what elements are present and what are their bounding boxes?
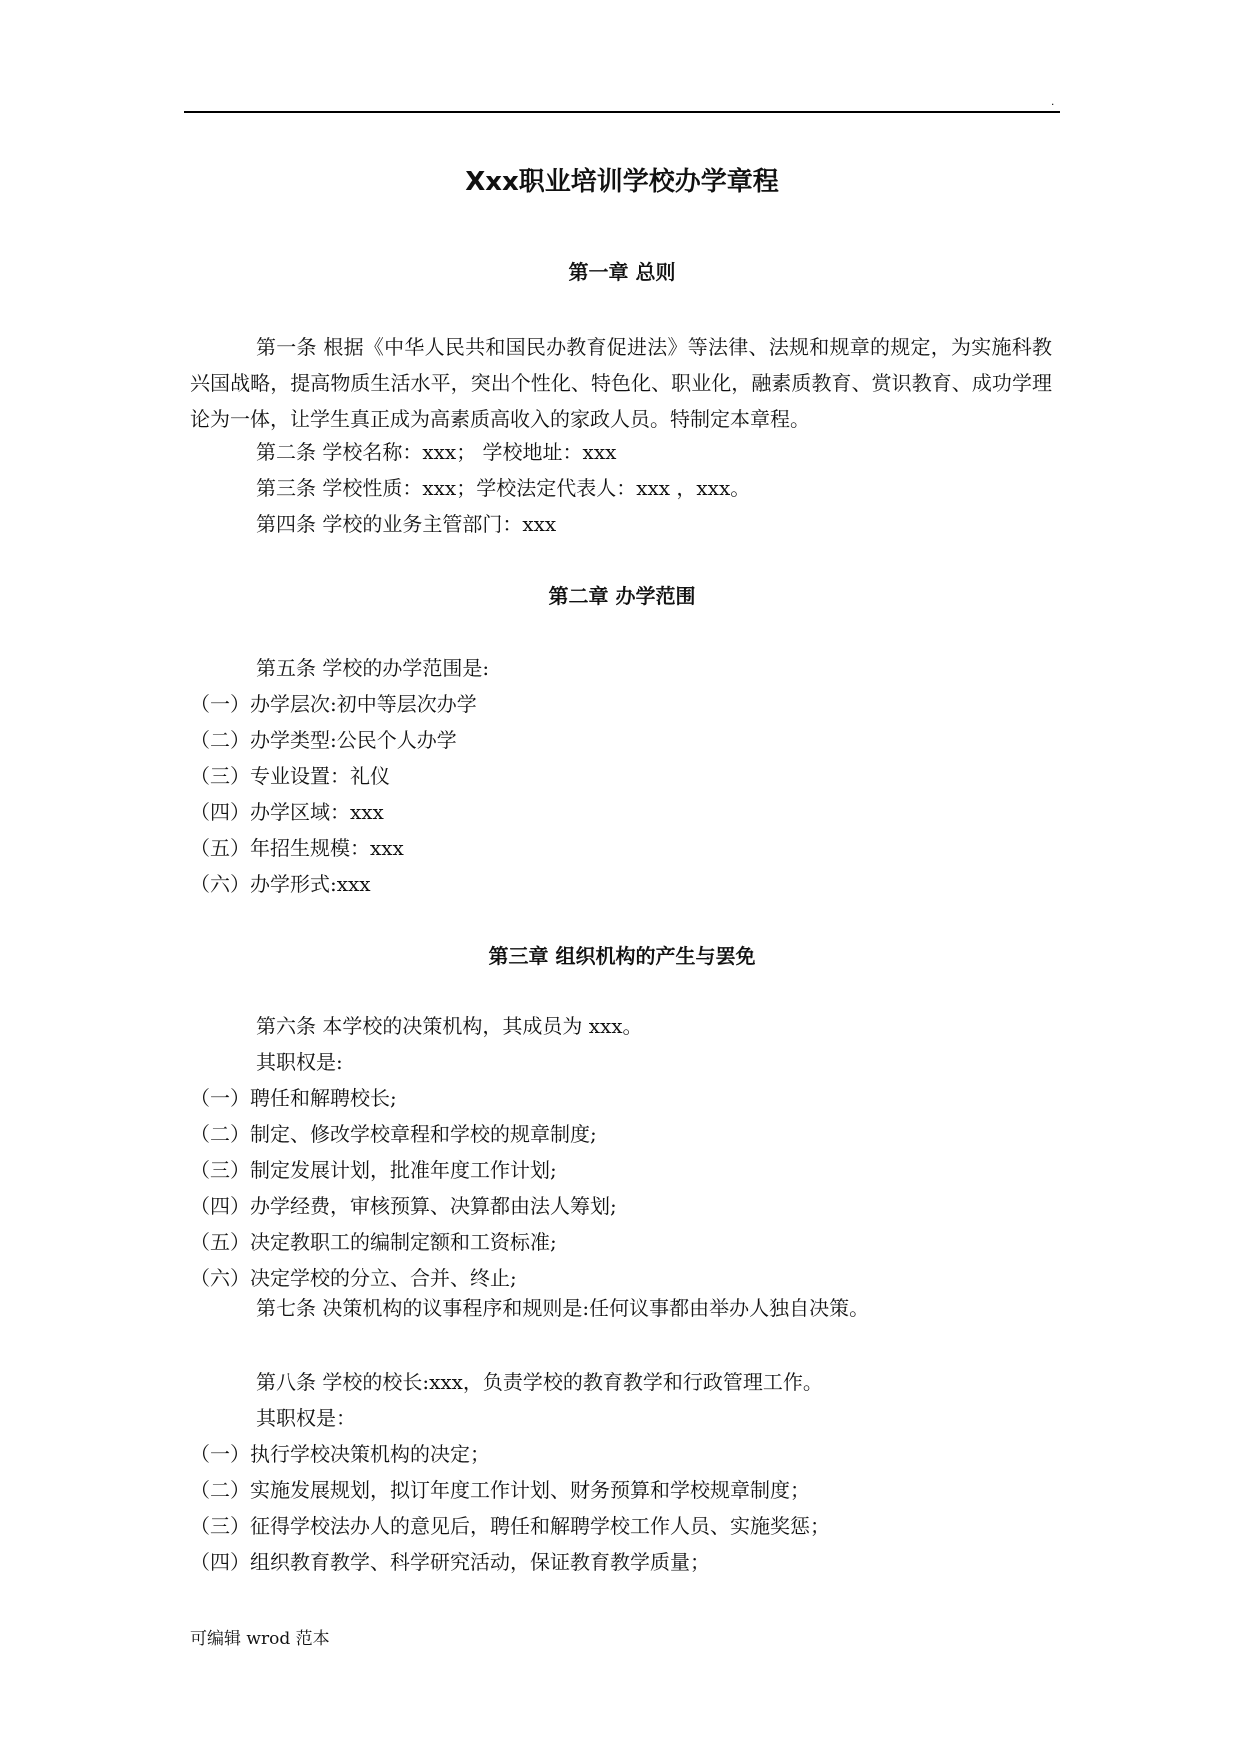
principal-power-item: （三）征得学校法办人的意见后，聘任和解聘学校工作人员、实施奖惩； [190, 1514, 830, 1538]
header-rule [184, 111, 1060, 113]
page-footer: 可编辑 wrod 范本 [190, 1629, 330, 1649]
scope-item: （三）专业设置：礼仪 [190, 764, 390, 788]
chapter-1-heading: 第一章 总则 [568, 260, 676, 284]
header-mark: . [1051, 94, 1055, 108]
article-6-powers-label: 其职权是: [256, 1050, 343, 1074]
document-title: Xxx职业培训学校办学章程 [465, 167, 779, 197]
scope-item: （六）办学形式:xxx [190, 872, 371, 896]
article-5: 第五条 学校的办学范围是: [256, 656, 490, 680]
article-7: 第七条 决策机构的议事程序和规则是:任何议事都由举办人独自决策。 [256, 1296, 870, 1320]
article-8-powers-label: 其职权是： [256, 1406, 356, 1430]
chapter-3-heading: 第三章 组织机构的产生与罢免 [488, 944, 756, 968]
article-2: 第二条 学校名称：xxx； 学校地址：xxx [256, 440, 617, 464]
power-item: （五）决定教职工的编制定额和工资标准; [190, 1230, 557, 1254]
scope-item: （一）办学层次:初中等层次办学 [190, 692, 477, 716]
scope-item: （二）办学类型:公民个人办学 [190, 728, 457, 752]
principal-power-item: （四）组织教育教学、科学研究活动，保证教育教学质量； [190, 1550, 710, 1574]
article-3: 第三条 学校性质：xxx；学校法定代表人：xxx ，xxx。 [256, 476, 751, 500]
principal-power-item: （一）执行学校决策机构的决定； [190, 1442, 490, 1466]
power-item: （一）聘任和解聘校长; [190, 1086, 397, 1110]
scope-item: （四）办学区域：xxx [190, 800, 384, 824]
scope-item: （五）年招生规模：xxx [190, 836, 404, 860]
article-6: 第六条 本学校的决策机构，其成员为 xxx。 [256, 1014, 643, 1038]
power-item: （二）制定、修改学校章程和学校的规章制度; [190, 1122, 597, 1146]
power-item: （三）制定发展计划，批准年度工作计划; [190, 1158, 557, 1182]
article-4: 第四条 学校的业务主管部门：xxx [256, 512, 557, 536]
article-8: 第八条 学校的校长:xxx，负责学校的教育教学和行政管理工作。 [256, 1370, 823, 1394]
power-item: （四）办学经费，审核预算、决算都由法人筹划; [190, 1194, 617, 1218]
power-item: （六）决定学校的分立、合并、终止; [190, 1266, 517, 1290]
principal-power-item: （二）实施发展规划，拟订年度工作计划、财务预算和学校规章制度； [190, 1478, 810, 1502]
article-1: 第一条 根据《中华人民共和国民办教育促进法》等法律、法规和规章的规定，为实施科教兴国战略，提高物质生活水平，突出个性化、特色化、职业化，融素质教育、赏识教育、成功学理论为一体，让学生真正成为高素质高收入的家政人员。特制定本章程。 [190, 335, 1052, 431]
chapter-2-heading: 第二章 办学范围 [548, 584, 696, 608]
